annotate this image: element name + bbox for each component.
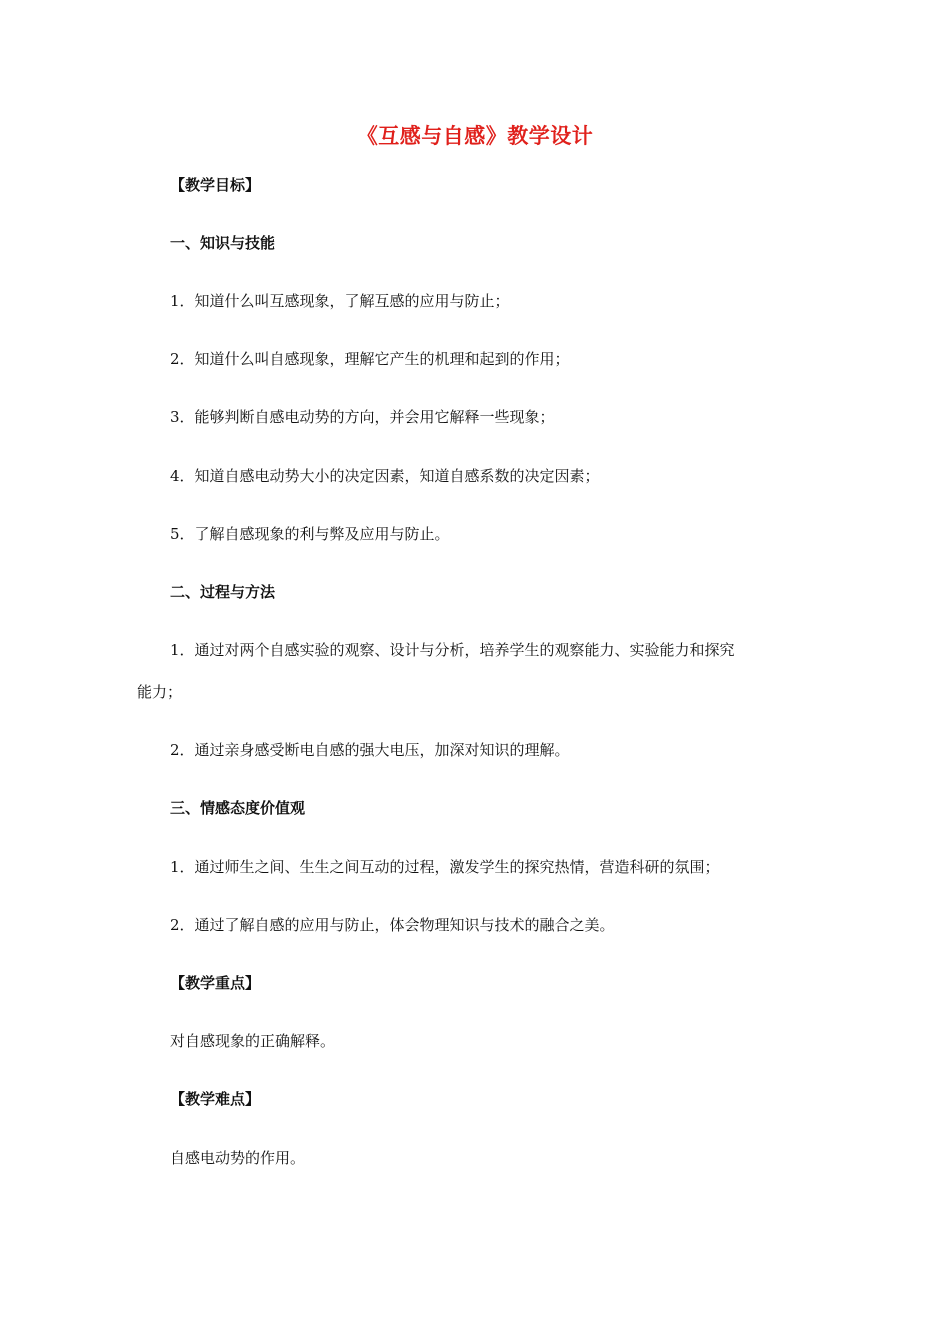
section1-heading: 一、知识与技能 bbox=[170, 234, 276, 252]
key-point-text: 对自感现象的正确解释。 bbox=[170, 1032, 336, 1050]
section1-item-5: 5．了解自感现象的利与弊及应用与防止。 bbox=[170, 525, 450, 543]
section1-item-1: 1．知道什么叫互感现象，了解互感的应用与防止； bbox=[170, 292, 510, 310]
section1-item-2: 2．知道什么叫自感现象，理解它产生的机理和起到的作用； bbox=[170, 350, 570, 368]
difficulty-heading: 【教学难点】 bbox=[170, 1090, 261, 1108]
section2-item-2: 2．通过亲身感受断电自感的强大电压，加深对知识的理解。 bbox=[170, 741, 570, 759]
section2-item-1-continued: 能力； bbox=[137, 683, 183, 701]
key-point-heading: 【教学重点】 bbox=[170, 974, 261, 992]
section2-item-1: 1．通过对两个自感实验的观察、设计与分析，培养学生的观察能力、实验能力和探究 bbox=[170, 641, 735, 659]
difficulty-text: 自感电动势的作用。 bbox=[170, 1149, 306, 1167]
section3-item-2: 2．通过了解自感的应用与防止，体会物理知识与技术的融合之美。 bbox=[170, 916, 615, 934]
section2-heading: 二、过程与方法 bbox=[170, 583, 276, 601]
section3-heading: 三、情感态度价值观 bbox=[170, 799, 306, 817]
document-title: 《互感与自感》教学设计 bbox=[356, 124, 594, 148]
section1-item-3: 3．能够判断自感电动势的方向，并会用它解释一些现象； bbox=[170, 408, 555, 426]
goals-heading: 【教学目标】 bbox=[170, 176, 261, 194]
section3-item-1: 1．通过师生之间、生生之间互动的过程，激发学生的探究热情，营造科研的氛围； bbox=[170, 858, 720, 876]
section1-item-4: 4．知道自感电动势大小的决定因素，知道自感系数的决定因素； bbox=[170, 467, 600, 485]
